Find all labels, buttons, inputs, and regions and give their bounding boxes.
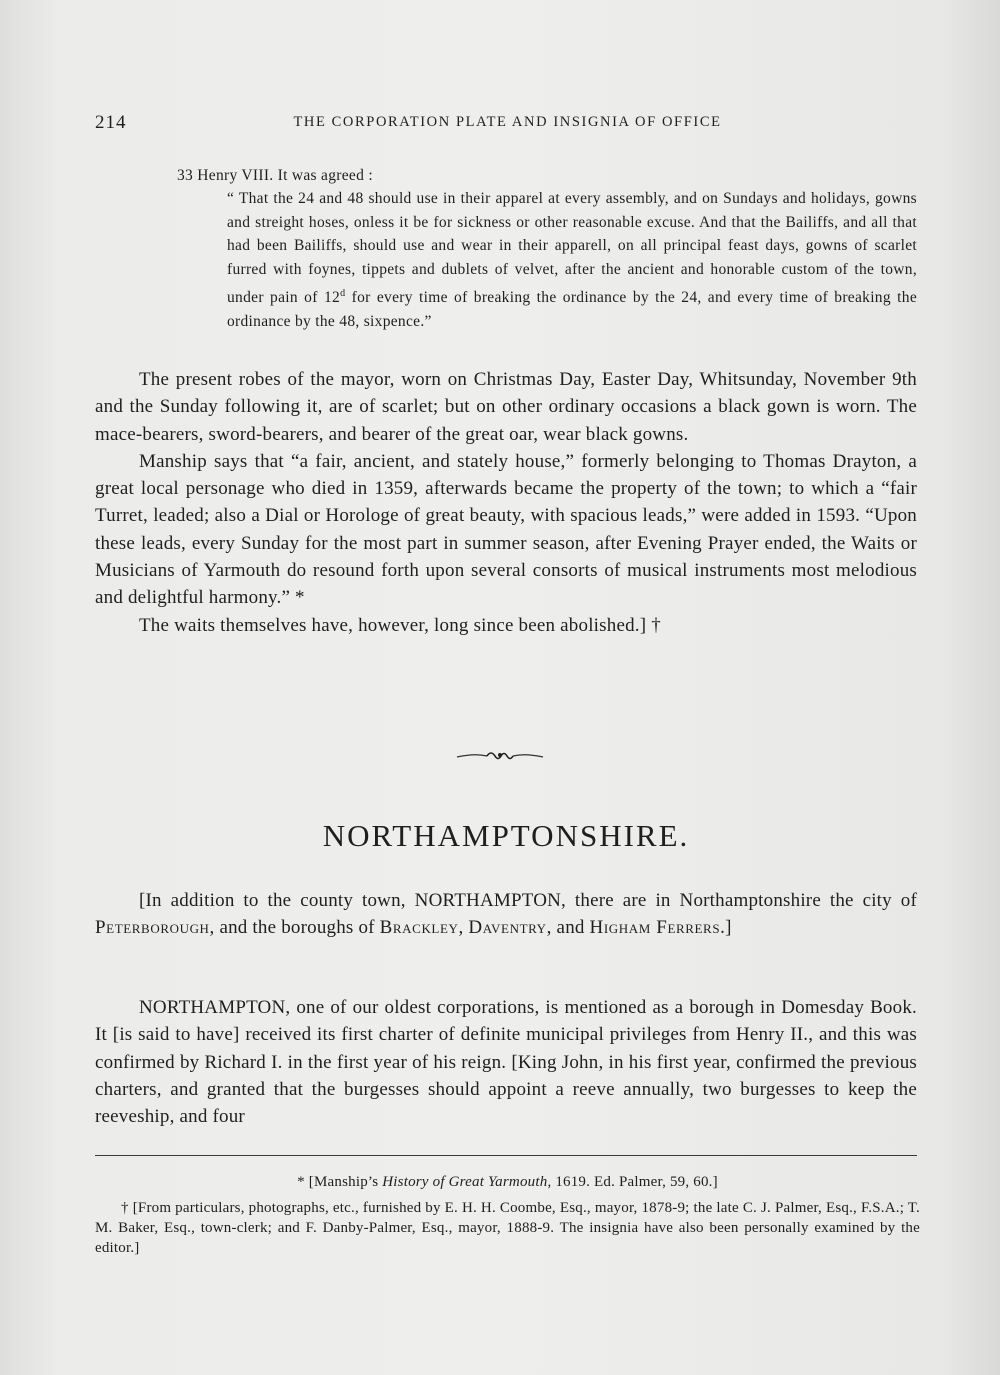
northampton-text bbox=[95, 994, 917, 1130]
running-head bbox=[95, 112, 920, 136]
intro-text-3: .] bbox=[720, 917, 732, 939]
pence-superscript: d bbox=[340, 287, 346, 299]
paragraph-waits: The waits themselves have, however, long since been abolished.] † bbox=[139, 614, 661, 636]
ordinance-text-part-a: “ That the 24 and 48 should use in their apparel at every assembly, and on Sundays and holidays, gowns and streight hoses, onless it be for sickness or other reasonable excuse. And that the Bailiffs, and all that had been Bailiffs, should use and wear in their apparell, on all principal feast days, gowns of scarlet furred with foynes, tippets and dublets of velvet, after the ancient and honorable custom of the town, under pain of 12 bbox=[227, 190, 917, 306]
ordinance-text bbox=[227, 187, 917, 333]
intro-sep-1: , bbox=[458, 917, 469, 939]
county-intro bbox=[95, 887, 917, 942]
place-daventry: Daventry bbox=[468, 917, 547, 939]
place-peterborough: Peterborough bbox=[95, 917, 210, 939]
intro-sep-2: , and bbox=[546, 917, 590, 939]
footnote-manship bbox=[95, 1172, 920, 1192]
footnote-1-suffix: , 1619. Ed. Palmer, 59, 60.] bbox=[547, 1174, 718, 1190]
footnotes bbox=[95, 1172, 920, 1258]
running-title: THE CORPORATION PLATE AND INSIGNIA OF OFFICE bbox=[293, 114, 722, 130]
paragraph-northampton: NORTHAMPTON, one of our oldest corporations, is mentioned as a borough in Domesday Book. It [is said to have] received its first charter of definite municipal privileges from Henry II., and this was confirmed by Richard I. in the first year of his reign. [King John, in his first year, confirmed the previous charters, and granted that the burgesses should appoint a reeve annually, two burgesses to keep the reeveship, and four bbox=[95, 997, 917, 1128]
intro-text-1: [In addition to the county town, NORTHAMPTON, there are in Northamptonshire the city of bbox=[139, 890, 917, 911]
intro-text-2: , and the boroughs of bbox=[209, 917, 380, 939]
place-brackley: Brackley bbox=[379, 917, 459, 939]
page-number: 214 bbox=[95, 112, 127, 133]
footnote-1-book-title: History of Great Yarmouth bbox=[382, 1174, 548, 1190]
paragraph-robes: The present robes of the mayor, worn on Christmas Day, Easter Day, Whitsunday, November 9th and the Sunday following it, are of scarlet; but on other ordinary occasions a black gown is worn. The mace-bearers, sword-bearers, and bearer of the great oar, wear black gowns. bbox=[95, 369, 917, 445]
quoted-ordinance bbox=[95, 165, 917, 333]
body-text bbox=[95, 366, 917, 639]
ordinance-text-part-b: for every time of breaking the ordinance by the 24, and every time of breaking the ordinance by the 48, sixpence.” bbox=[227, 288, 917, 330]
footnote-rule bbox=[95, 1155, 917, 1156]
paragraph-manship: Manship says that “a fair, ancient, and stately house,” formerly belonging to Thomas Drayton, a great local personage who died in 1359, afterwards became the property of the town; to which a “fair Turret, leaded; also a Dial or Horologe of great beauty, with spacious leads,” were added in 1593. “Upon these leads, every Sunday for the most part in summer season, after Evening Prayer ended, the Waits or Musicians of Yarmouth do resound forth upon several consorts of musical instruments most melodious and delightful harmony.” * bbox=[95, 450, 917, 609]
section-title: NORTHAMPTONSHIRE. bbox=[322, 818, 690, 853]
footnote-1-prefix: * [Manship’s bbox=[297, 1174, 383, 1190]
section-ornament bbox=[455, 745, 545, 767]
footnote-particulars: † [From particulars, photographs, etc., furnished by E. H. H. Coombe, Esq., mayor, 1878-9; the late C. J. Palmer, Esq., F.S.A.; T. M. Baker, Esq., town-clerk; and F. Danby-Palmer, Esq., mayor, 1888-9. The insignia have also been personally examined by the editor.] bbox=[95, 1200, 920, 1256]
county-intro-paragraph bbox=[95, 887, 917, 942]
ordinance-intro: 33 Henry VIII. It was agreed : bbox=[177, 167, 373, 184]
place-higham-ferrers: Higham Ferrers bbox=[589, 917, 721, 939]
